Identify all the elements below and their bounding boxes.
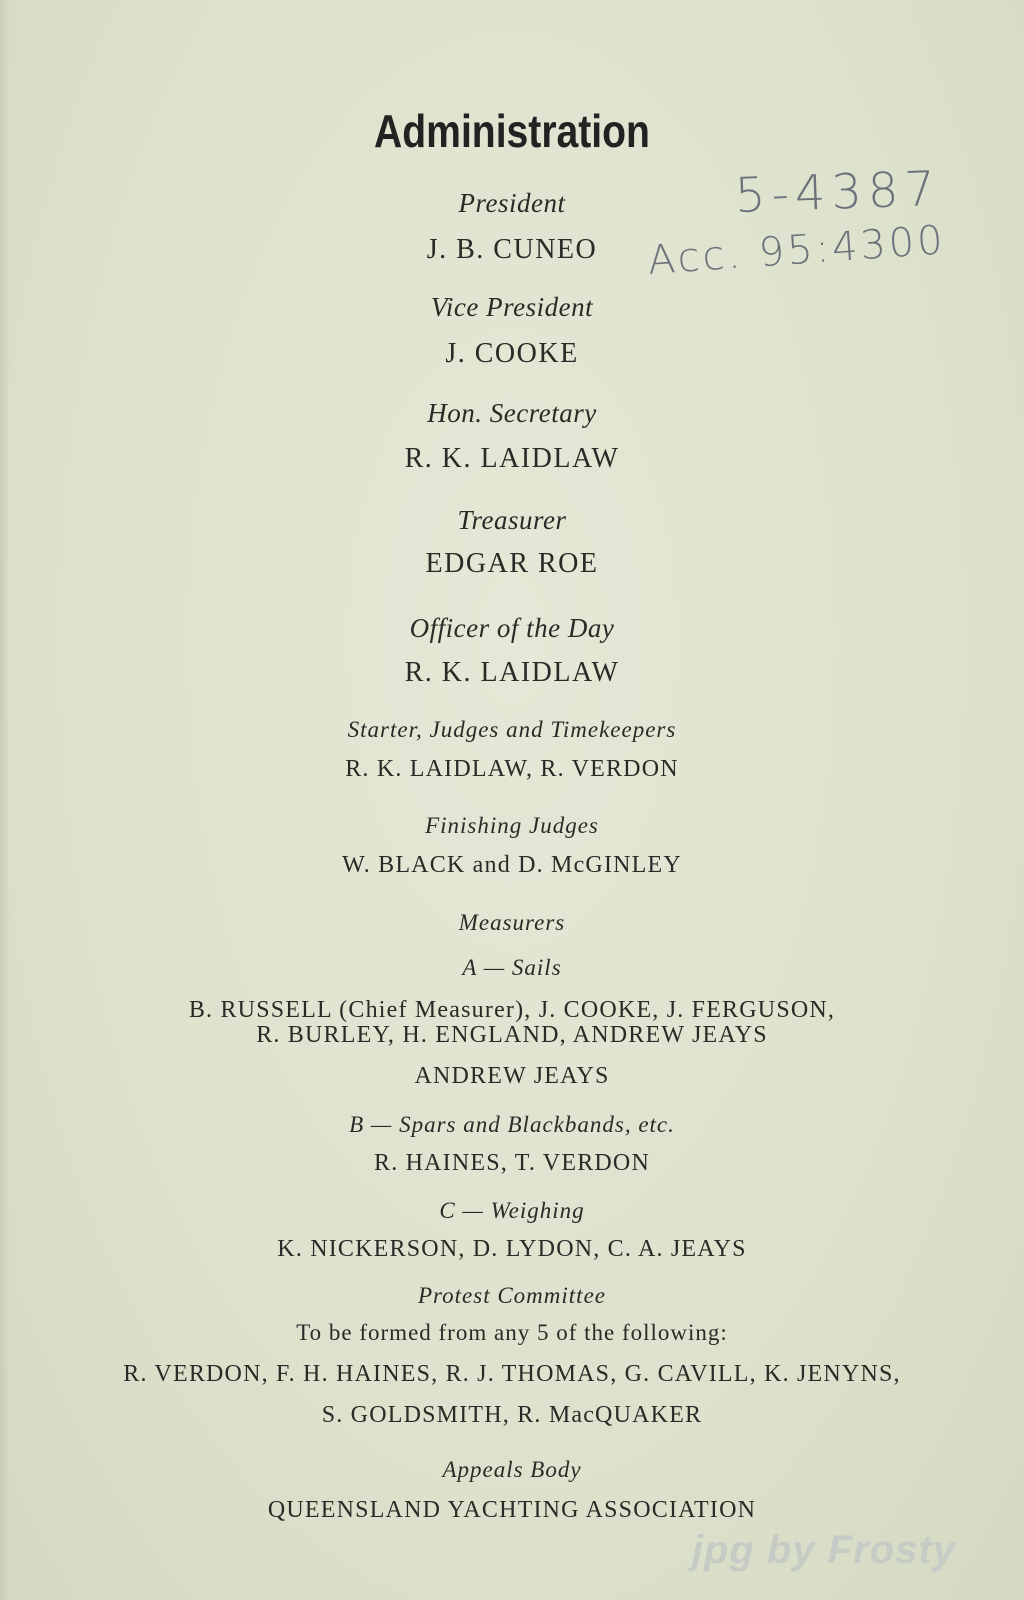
treasurer-role: Treasurer: [457, 505, 567, 535]
officer-of-day-role: Officer of the Day: [409, 613, 615, 643]
president-role: President: [458, 188, 566, 218]
protest-names-line-2: S. GOLDSMITH, R. MacQUAKER: [321, 1402, 703, 1428]
protest-names-line-1: R. VERDON, F. H. HAINES, R. J. THOMAS, G. CAVILL, K. JENYNS,: [123, 1361, 901, 1387]
watermark-text: jpg by Frosty: [691, 1528, 956, 1572]
secretary-role: Hon. Secretary: [427, 398, 597, 428]
treasurer-name: EDGAR ROE: [425, 548, 599, 579]
appeals-body-role: Appeals Body: [442, 1457, 582, 1482]
starters-role: Starter, Judges and Timekeepers: [347, 717, 677, 742]
vice-president-name: J. COOKE: [445, 338, 579, 369]
finishing-judges-role: Finishing Judges: [425, 813, 599, 838]
weighing-names: K. NICKERSON, D. LYDON, C. A. JEAYS: [277, 1236, 747, 1262]
spars-names: R. HAINES, T. VERDON: [373, 1150, 650, 1176]
measurers-heading: Measurers: [458, 910, 566, 935]
appeals-body-name: QUEENSLAND YACHTING ASSOCIATION: [267, 1497, 757, 1523]
spars-role: B — Spars and Blackbands, etc.: [349, 1112, 675, 1137]
page-title: Administration: [374, 105, 650, 157]
officer-of-day-name: R. K. LAIDLAW: [404, 657, 620, 688]
secretary-name: R. K. LAIDLAW: [404, 443, 620, 474]
finishing-judges-names: W. BLACK and D. McGINLEY: [342, 852, 682, 878]
starters-names: R. K. LAIDLAW, R. VERDON: [345, 756, 679, 782]
sails-names-line-2: R. BURLEY, H. ENGLAND, ANDREW JEAYS: [256, 1022, 768, 1048]
sails-names-line-3: ANDREW JEAYS: [414, 1063, 610, 1089]
president-name: J. B. CUNEO: [426, 234, 598, 265]
sails-names-line-1: B. RUSSELL (Chief Measurer), J. COOKE, J. FERGUSON,: [188, 997, 836, 1023]
handwritten-catalog-number: 5-4387: [734, 160, 942, 224]
protest-committee-note: To be formed from any 5 of the following:: [296, 1320, 728, 1345]
sails-role: A — Sails: [462, 955, 562, 980]
handwritten-accession-number: Acc. 95:4300: [646, 217, 948, 284]
vice-president-role: Vice President: [430, 292, 594, 322]
protest-committee-role: Protest Committee: [418, 1283, 606, 1308]
weighing-role: C — Weighing: [439, 1198, 585, 1223]
